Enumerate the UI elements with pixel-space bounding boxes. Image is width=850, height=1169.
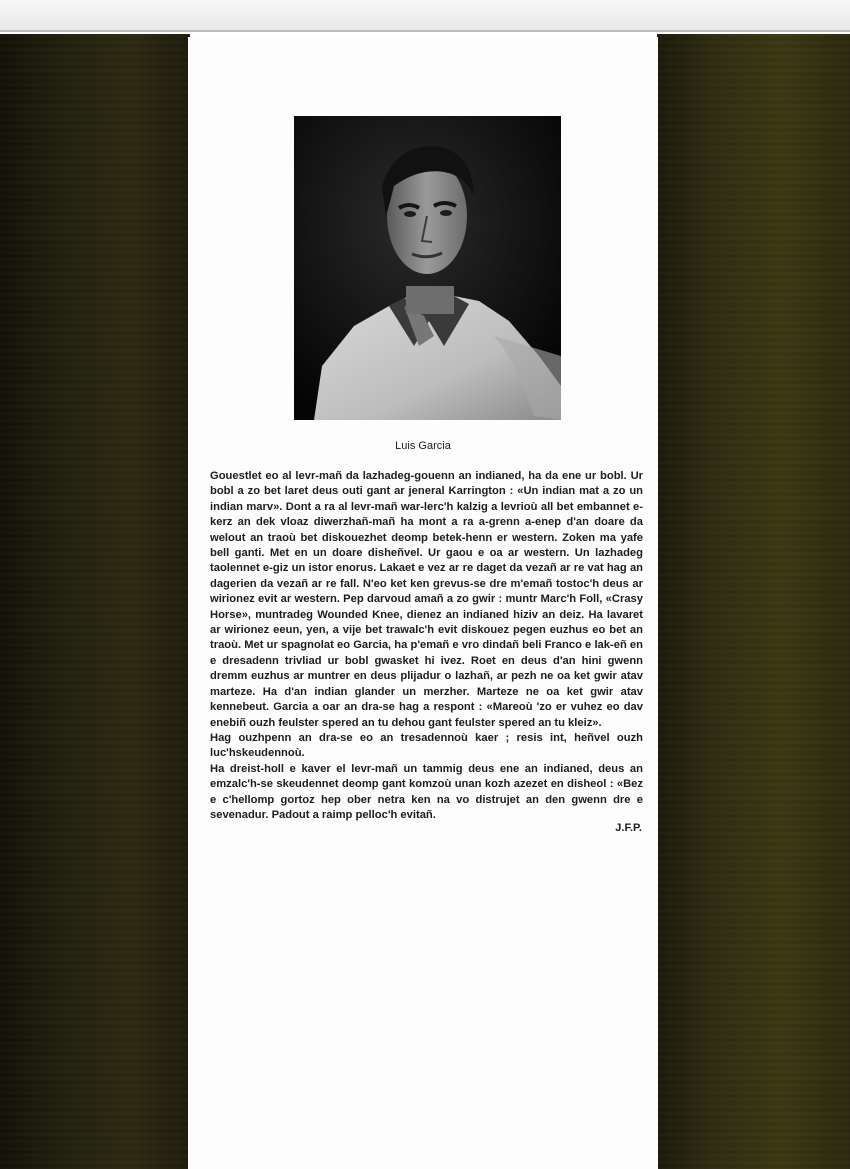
paragraph-3: Ha dreist-holl e kaver el levr-mañ un tammig deus ene an indianed, deus an emzalc'h-se skeudennet deomp gant komzoù unan kozh azezet en disheol : «Bez e c'hellomp gortoz hep ober netra ken na vo distrujet an den gwenn dre e sevenadur. Padout a raimp pelloc'h evitañ. bbox=[210, 762, 643, 821]
book-cover-right bbox=[657, 34, 850, 1169]
scanner-margin bbox=[0, 0, 850, 32]
paragraph-1: Gouestlet eo al levr-mañ da lazhadeg-gouenn an indianed, ha da ene ur bobl. Ur bobl a zo bet laret deus outi gant ar jeneral Karrington : «Un indian mat a zo un indian marv». Dont a ra al levr-mañ war-lerc'h kalzig a levrioù all bet embannet e-kerz an dek vloaz diwerzhañ-mañ ha mont a ra a-grenn a-enep d'an doare da welout an traoù bet diskouezhet deomp betek-henn er western. Zoken ma yafe bell ganti. Met en un doare disheñvel. Ur gaou e oa ar western. Un lazhadeg taolennet e-giz un istor enorus. Lakaet e vez ar re daget da vezañ ar re vat hag an dagerien da vezañ ar re fall. N'eo ket ken grevus-se dre m'emañ tostoc'h deus ar wirionez evit ar western. Pep darvoud amañ a zo gwir : muntr Marc'h Foll, «Crasy Horse», muntradeg Wounded Knee, dienez an indianed hiziv an deiz. Ha lavaret ar wirionez eeun, yen, a vije bet trawalc'h evit diskouez pegen euzhus eo bet an traoù. Met ur spagnolat eo Garcia, ha p'emañ e vro dindañ beli Franco e lak-eñ en e dresadenn trivliad ur bobl gwasket hi ivez. Roet en deus d'an hini gwenn dremm euzhus ar muntrer en deus plijadur o lazhañ, ar pezh ne oa ket gwir atav marteze. Ha d'an indian glander un merzher. Marteze ne oa ket gwir atav kennebeut. Garcia a oar an dra-se hag a respont : «Mareoù 'zo er vuhez eo dav enebiñ ouzh feulster spered an tu dehou gant feulster spered an tu kleiz». bbox=[210, 470, 643, 729]
text-sheet bbox=[188, 37, 658, 1169]
photo-caption: Luis Garcia bbox=[395, 440, 451, 452]
portrait-photo bbox=[294, 116, 561, 420]
author-signature: J.F.P. bbox=[615, 822, 642, 834]
article-body bbox=[210, 469, 643, 823]
book-cover-left bbox=[0, 34, 190, 1169]
portrait-photo-icon bbox=[294, 116, 561, 420]
paragraph-2: Hag ouzhpenn an dra-se eo an tresadennoù kaer ; resis int, heñvel ouzh luc'hskeudennoù. bbox=[210, 731, 643, 760]
